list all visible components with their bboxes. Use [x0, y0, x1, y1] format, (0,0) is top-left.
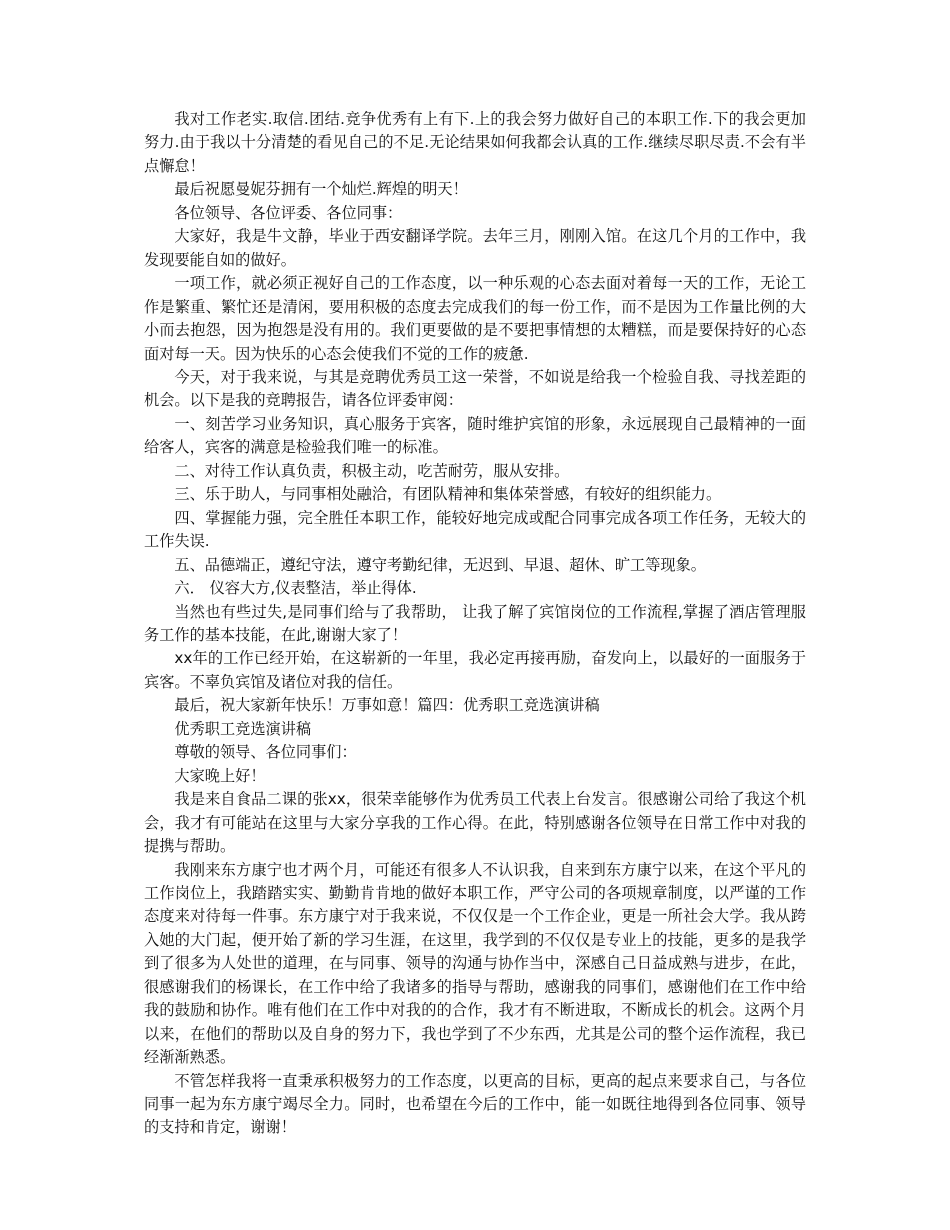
paragraph-17: 尊敬的领导、各位同事们： — [174, 743, 357, 762]
paragraph-8: 二、对待工作认真负责，积极主动，吃苦耐劳，服从安排。 — [174, 461, 570, 480]
paragraph-7: 一、刻苦学习业务知识，真心服务于宾客，随时维护宾馆的形象，永远展现自己最精神的一面给客人，宾客的满意是检验我们唯一的标准。 — [144, 414, 806, 457]
paragraph-1: 我对工作老实.取信.团结.竞争优秀有上有下.上的我会努力做好自己的本职工作.下的我会更加努力.由于我以十分清楚的看见自己的不足.无论结果如何我都会认真的工作.继续尽职尽责.不会有半点懈怠！ — [144, 110, 806, 175]
paragraph-2: 最后祝愿曼妮芬拥有一个灿烂.辉煌的明天！ — [174, 180, 468, 199]
paragraph-9: 三、乐于助人，与同事相处融洽，有团队精神和集体荣誉感，有较好的组织能力。 — [174, 485, 722, 504]
document-body — [144, 108, 806, 1140]
paragraph-3: 各位领导、各位评委、各位同事： — [174, 203, 403, 222]
paragraph-11: 五、品德端正，遵纪守法，遵守考勤纪律，无迟到、早退、超休、旷工等现象。 — [174, 555, 706, 574]
paragraph-21: 不管怎样我将一直秉承积极努力的工作态度，以更高的目标，更高的起点来要求自己，与各位同事一起为东方康宁竭尽全力。同时，也希望在今后的工作中，能一如既往地得到各位同事、领导的支持和肯定，谢谢！ — [144, 1071, 806, 1137]
paragraph-12: 六． 仪容大方,仪表整洁，举止得体. — [174, 579, 417, 598]
paragraph-14: xx年的工作已经开始，在这崭新的一年里，我必定再接再励，奋发向上，以最好的一面服务于宾客。不辜负宾馆及诸位对我的信任。 — [144, 649, 806, 691]
paragraph-15: 最后，祝大家新年快乐！万事如意！篇四：优秀职工竞选演讲稿 — [174, 696, 600, 715]
paragraph-18: 大家晚上好！ — [174, 766, 266, 785]
paragraph-10: 四、掌握能力强，完全胜任本职工作，能较好地完成或配合同事完成各项工作任务，无较大的工作失误. — [144, 508, 806, 551]
paragraph-4: 大家好，我是牛文静，毕业于西安翻译学院。去年三月，刚刚入馆。在这几个月的工作中，我发现要能自如的做好。 — [144, 227, 806, 269]
paragraph-19: 我是来自食品二课的张xx，很荣幸能够作为优秀员工代表上台发言。很感谢公司给了我这个机会，我才有可能站在这里与大家分享我的工作心得。在此，特别感谢各位领导在日常工作中对我的提携与帮助。 — [144, 790, 806, 856]
paragraph-6: 今天，对于我来说，与其是竞聘优秀员工这一荣誉，不如说是给我一个检验自我、寻找差距的机会。以下是我的竞聘报告，请各位评委审阅： — [144, 367, 806, 410]
section-heading: 优秀职工竞选演讲稿 — [174, 719, 312, 738]
paragraph-13: 当然也有些过失,是同事们给与了我帮助， 让我了解了宾馆岗位的工作流程,掌握了酒店管理服务工作的基本技能，在此,谢谢大家了！ — [144, 602, 806, 644]
paragraph-20: 我刚来东方康宁也才两个月，可能还有很多人不认识我，自来到东方康宁以来，在这个平凡的工作岗位上，我踏踏实实、勤勤肯肯地的做好本职工作，严守公司的各项规章制度，以严谨的工作态度来对待每一件事。东方康宁对于我来说，不仅仅是一个工作企业，更是一所社会大学。我从跨入她的大门起，便开始了新的学习生涯，在这里，我学到的不仅仅是专业上的技能，更多的是我学到了很多为人处世的道理，在与同事、领导的沟通与协作当中，深感自己日益成熟与进步，在此，很感谢我们的杨课长，在工作中给了我诸多的指导与帮助，感谢我的同事们，感谢他们在工作中给我的鼓励和协作。唯有他们在工作中对我的的合作，我才有不断进取，不断成长的机会。这两个月以来，在他们的帮助以及自身的努力下，我也学到了不少东西，尤其是公司的整个运作流程，我已经渐渐熟悉。 — [144, 860, 806, 1067]
paragraph-5: 一项工作，就必须正视好自己的工作态度，以一种乐观的心态去面对着每一天的工作，无论工作是繁重、繁忙还是清闲，要用积极的态度去完成我们的每一份工作，而不是因为工作量比例的大小而去抱怨，因为抱怨是没有用的。我们更要做的是不要把事情想的太糟糕，而是要保持好的心态面对每一天。因为快乐的心态会使我们不觉的工作的疲惫. — [144, 274, 806, 363]
